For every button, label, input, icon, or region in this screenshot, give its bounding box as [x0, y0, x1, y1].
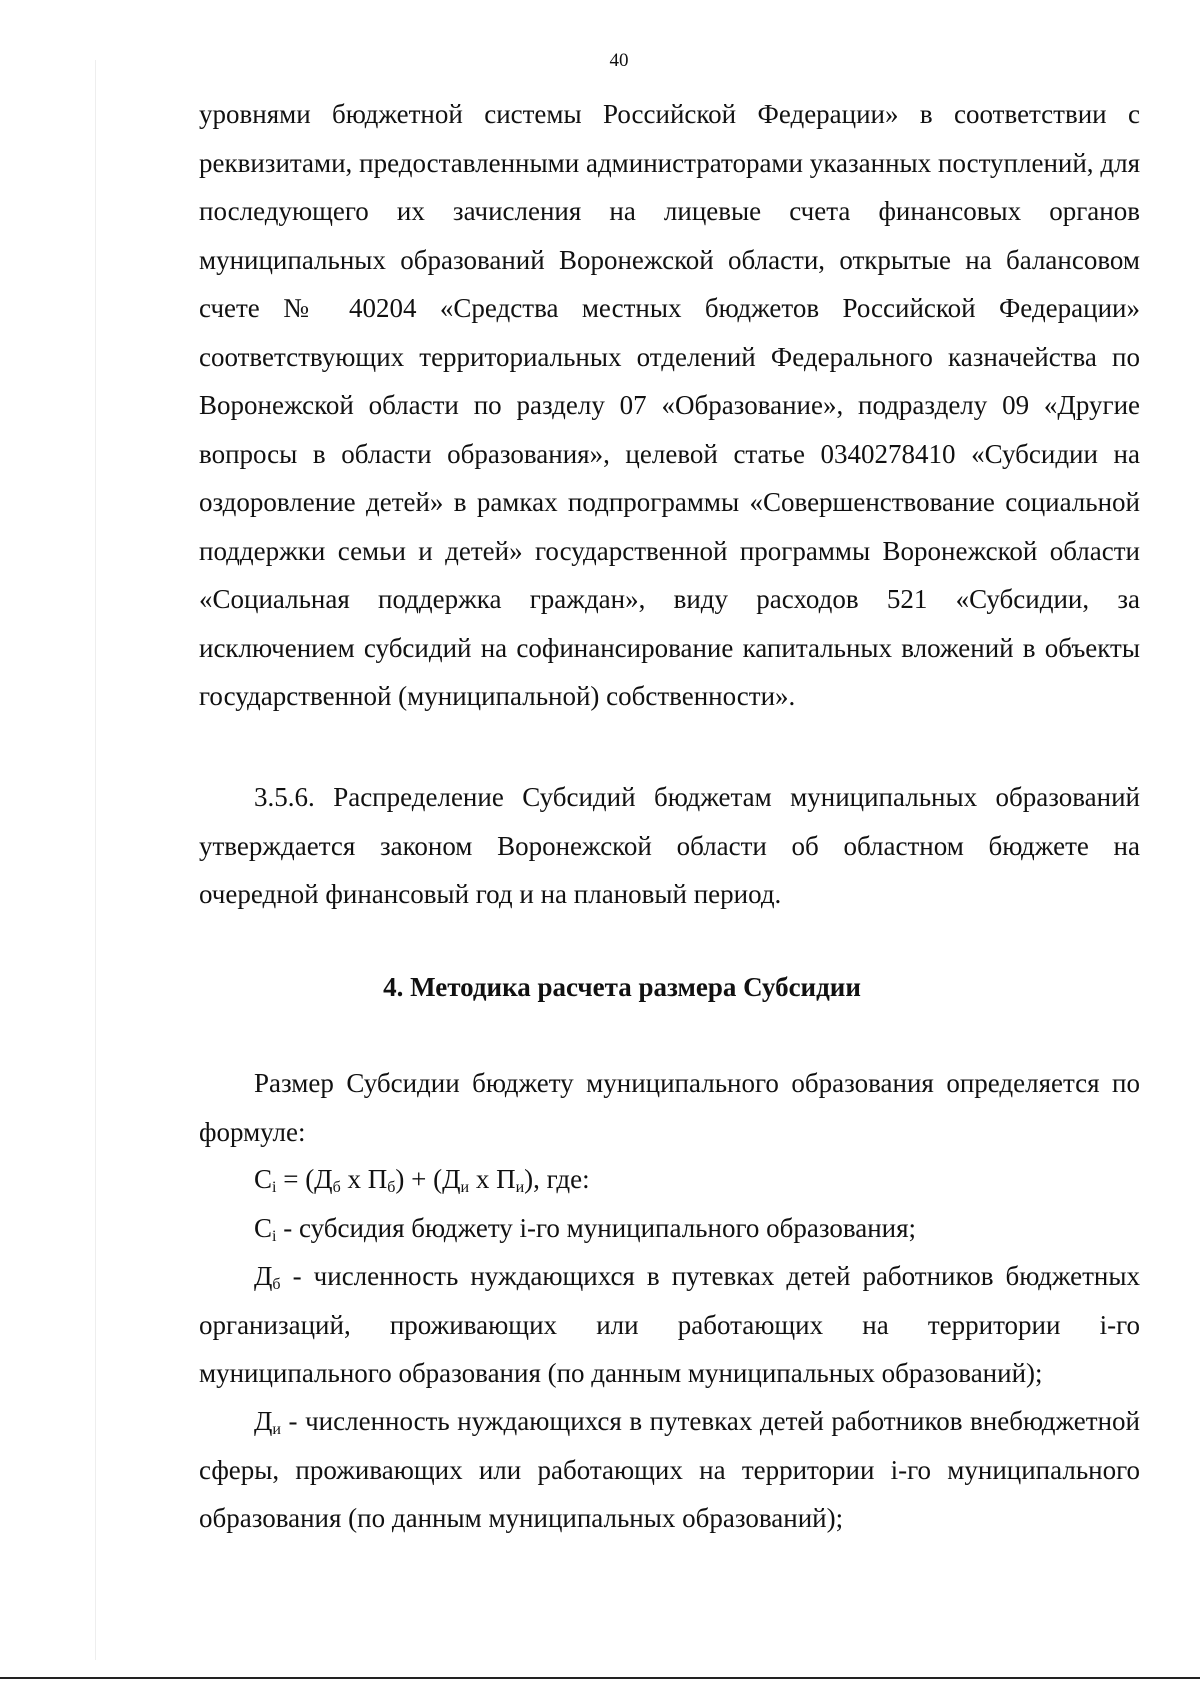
section-heading: 4. Методика расчета размера Субсидии — [383, 972, 861, 1002]
db-symbol: Д — [254, 1261, 273, 1291]
di-symbol-subscript: и — [272, 1421, 281, 1438]
ci-definition — [254, 1204, 916, 1252]
formula-pb-subscript: б — [387, 1179, 396, 1196]
db-definition-text: - численность нуждающихся в путевках детей работников бюджетных организаций, проживающих или работающих на территории i-го муниципального образования (по данным муниципальных образований); — [199, 1261, 1140, 1388]
db-definition — [199, 1252, 1140, 1398]
paragraph-3-5-6: 3.5.6. Распределение Субсидий бюджетам муниципальных образований утверждается законом Воронежской области об областном бюджете на очередной финансовый год и на плановый период. — [199, 782, 1140, 909]
di-definition — [199, 1397, 1140, 1543]
formula-c-subscript: i — [272, 1179, 277, 1196]
ci-symbol: C — [254, 1213, 273, 1243]
ci-definition-text: - субсидия бюджету i-го муниципального образования; — [276, 1213, 917, 1243]
formula-c: C — [254, 1164, 273, 1194]
db-symbol-subscript: б — [272, 1276, 281, 1293]
formula-tail: ), где: — [524, 1164, 590, 1194]
formula-pi-subscript: и — [515, 1179, 525, 1196]
subsidy-formula — [254, 1155, 590, 1203]
scan-edge-shadow — [95, 60, 96, 1660]
formula-di-subscript: и — [460, 1179, 470, 1196]
paragraph-formula-intro: Размер Субсидии бюджету муниципального образования определяется по формуле: — [199, 1068, 1140, 1147]
formula-eq-open: = (Д — [276, 1164, 333, 1194]
ci-symbol-subscript: i — [272, 1228, 277, 1245]
di-definition-text: - численность нуждающихся в путевках детей работников внебюджетной сферы, проживающих или работающих на территории i-го муниципального образования (по данным муниципальных образований); — [199, 1406, 1140, 1533]
formula-middle: ) + (Д — [395, 1164, 461, 1194]
formula-times-2: х П — [469, 1164, 516, 1194]
formula-db-subscript: б — [332, 1179, 341, 1196]
formula-times-1: х П — [340, 1164, 388, 1194]
paragraph-continuation: уровнями бюджетной системы Российской Федерации» в соответствии с реквизитами, предоставленными администраторами указанных поступлений, для последующего их зачисления на лицевые счета финансовых органов муниципальных образований Воронежской области, открытые на балансовом счете № 40204 «Средства местных бюджетов Российской Федерации» соответствующих территориальных отделений Федерального казначейства по Воронежской области по разделу 07 «Образование», подразделу 09 «Другие вопросы в области образования», целевой статье 0340278410 «Субсидии на оздоровление детей» в рамках подпрограммы «Совершенствование социальной поддержки семьи и детей» государственной программы Воронежской области «Социальная поддержка граждан», виду расходов 521 «Субсидии, за исключением субсидий на софинансирование капитальных вложений в объекты государственной (муниципальной) собственности». — [199, 99, 1140, 711]
page-number: 40 — [609, 50, 629, 71]
di-symbol: Д — [254, 1406, 273, 1436]
page-bottom-rule — [0, 1677, 1200, 1679]
